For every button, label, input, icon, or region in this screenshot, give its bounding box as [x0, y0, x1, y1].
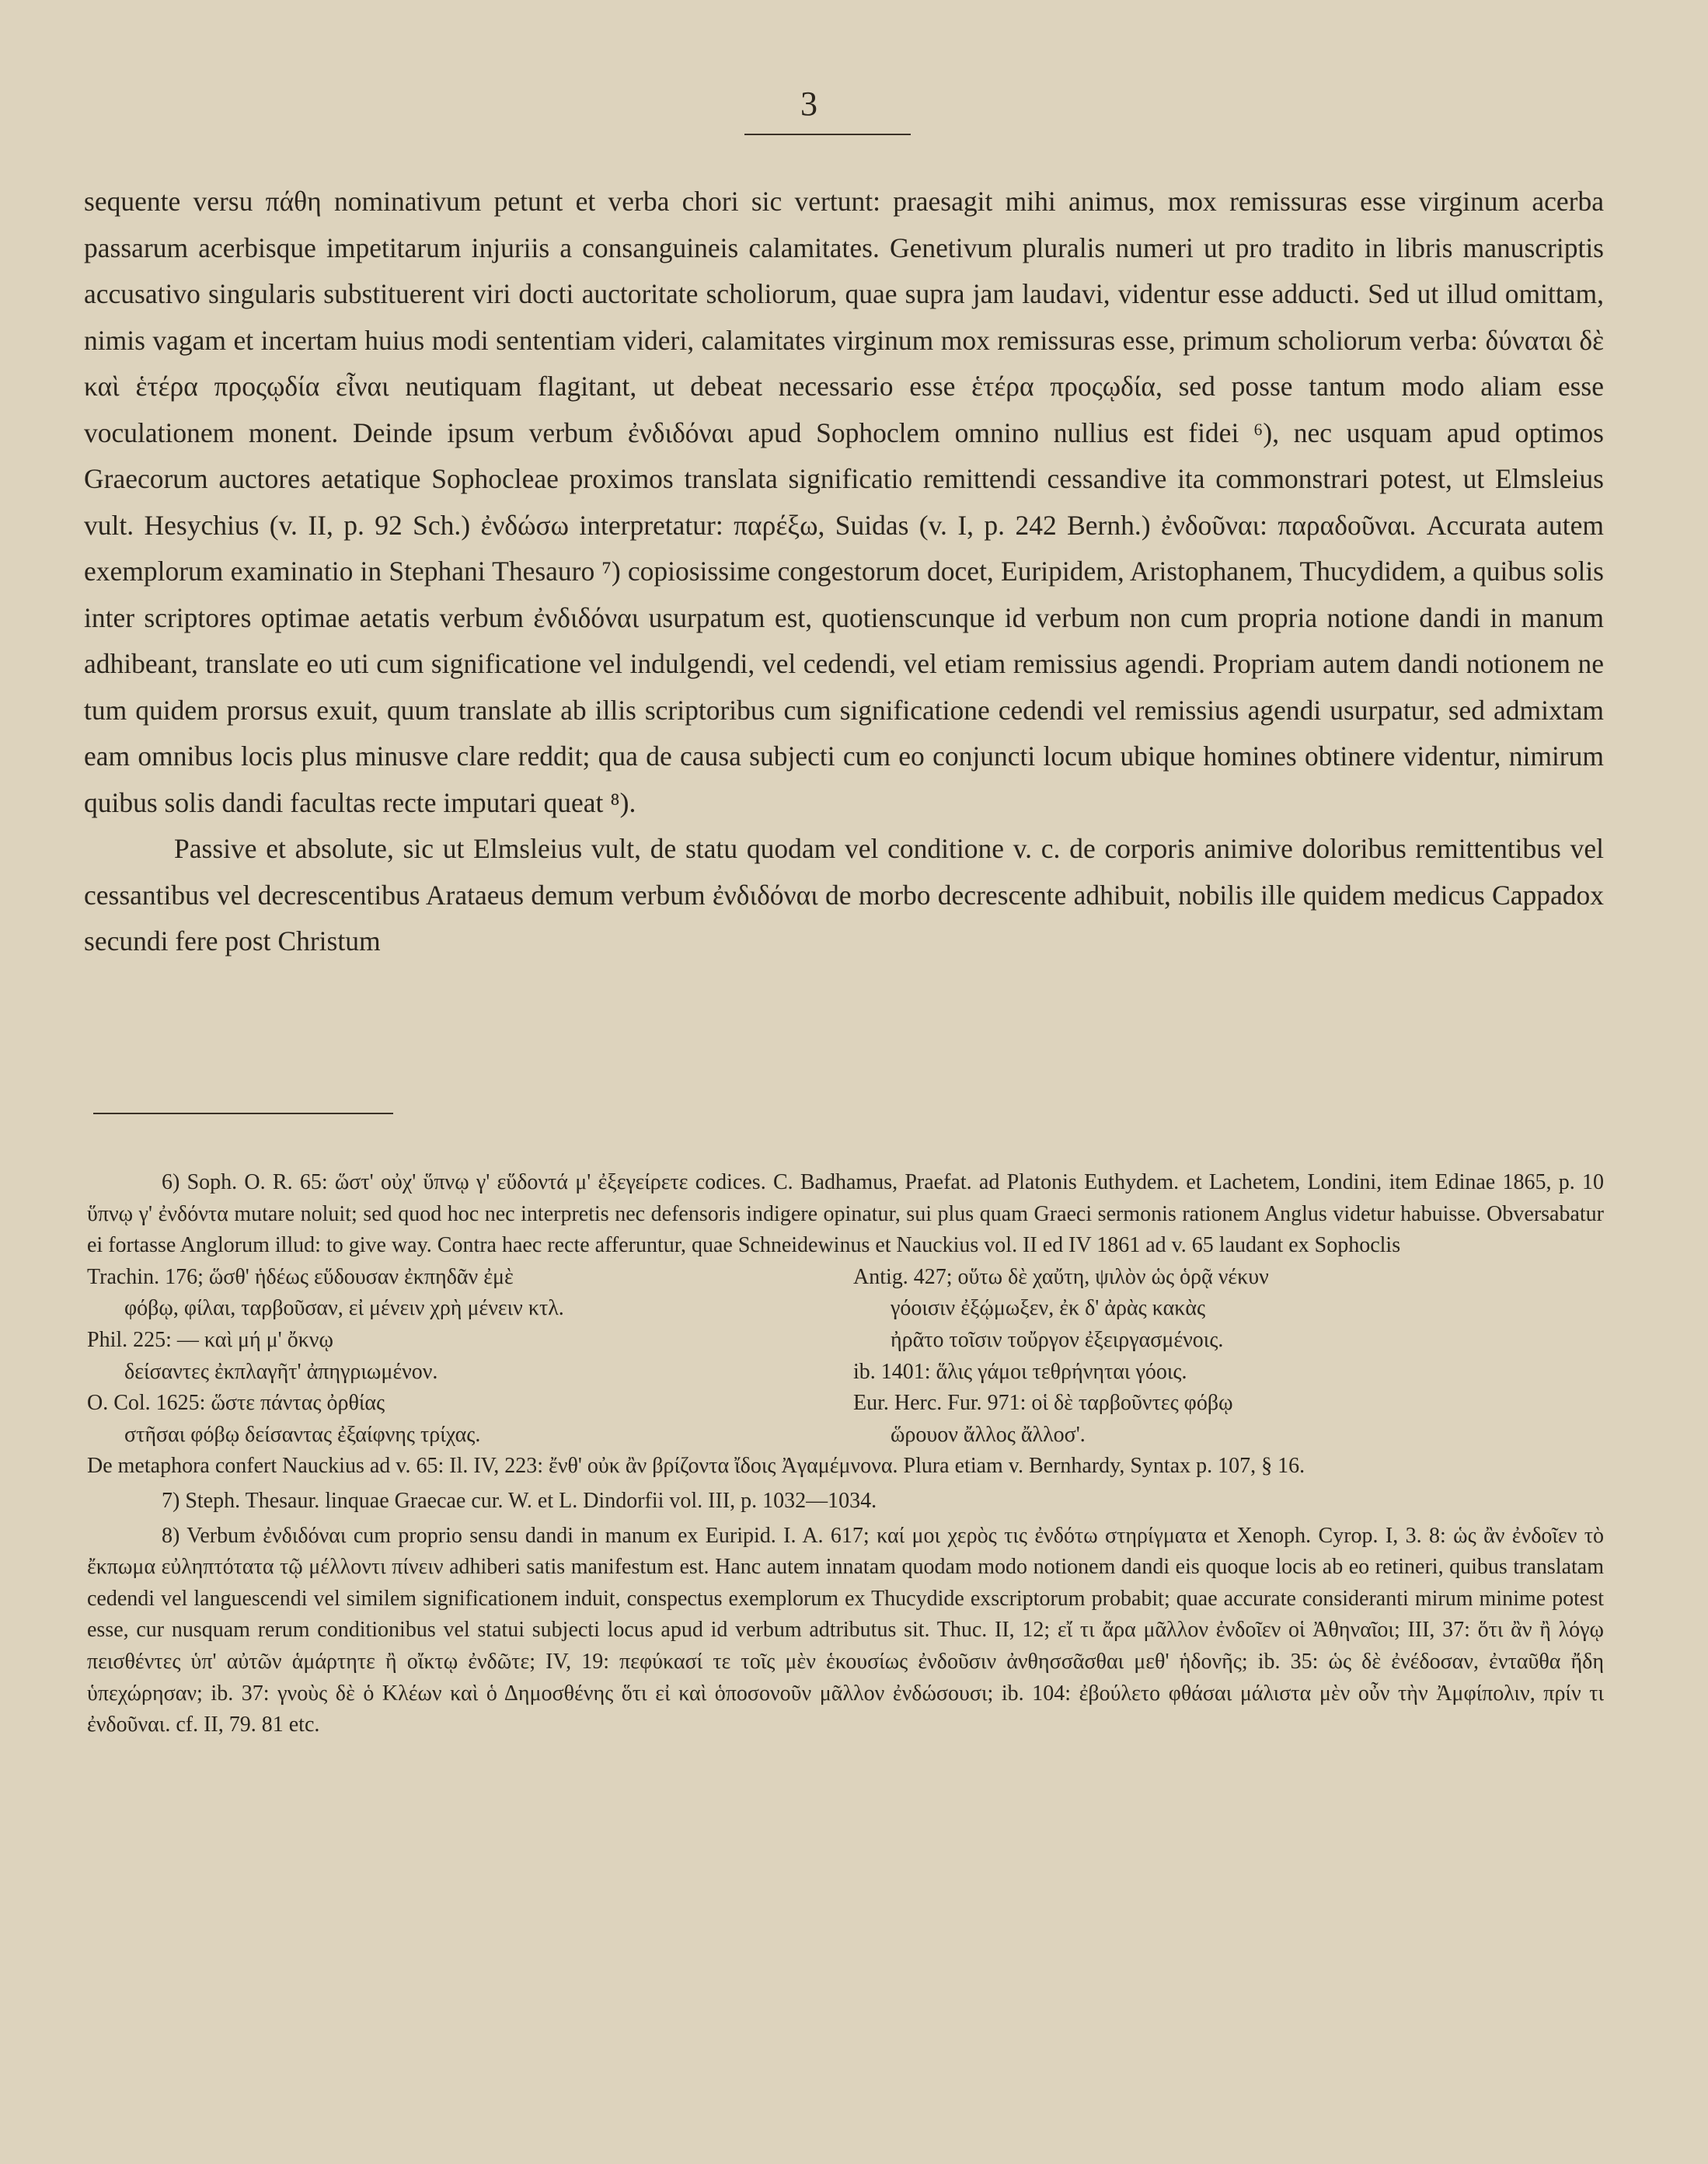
- quotation-line: φόβῳ, φίλαι, ταρβοῦσαν, εἰ μένειν χρὴ μένειν κτλ.: [124, 1296, 564, 1321]
- quotation-line: ib. 1401: ἅλις γάμοι τεθρήνηται γόοις.: [853, 1359, 1187, 1384]
- footnotes: [87, 1167, 1604, 1741]
- quotation-line: Eur. Herc. Fur. 971: οἱ δὲ ταρβοῦντες φόβῳ: [853, 1391, 1233, 1416]
- quotation-line: ὥρουον ἄλλος ἄλλοσ'.: [891, 1422, 1086, 1447]
- footnote-8: 8) Verbum ἐνδιδόναι cum proprio sensu dandi in manum ex Euripid. I. A. 617; καί μοι χερὸς τις ἐνδότω στηρίγματα et Xenoph. Cyrop. I, 3. 8: ὡς ἂν ἐνδοῖεν τὸ ἔκπωμα εὐληπτότατα τῷ μέλλοντι πίνειν adhiberi satis manifestum est. Hanc autem innatam quodam modo notionem dandi eis quoque locis ab eo retineri, quibus translatam cedendi vel languescendi vel similem significationem induit, conspectus exemplorum ex Thucydide exscriptorum probabit; quae accurate consideranti mirum minime potest esse, cur nusquam rerum conditionibus vel statui subjecti locus apud id verbum adtributus sit. Thuc. II, 12; εἴ τι ἄρα μᾶλλον ἐνδοῖεν οἱ Ἀθηναῖοι; III, 37: ὅτι ἂν ἢ λόγῳ πεισθέντες ὑπ' αὐτῶν ἁμάρτητε ἢ οἴκτῳ ἐνδῶτε; IV, 19: πεφύκασί τε τοῖς μὲν ἑκουσίως ἐνδοῦσιν ἀνθησσᾶσθαι μεθ' ἡδονῆς; ib. 35: ὡς δὲ ἐνέδοσαν, ἐνταῦθα ἤδη ὑπεχώρησαν; ib. 37: γνοὺς δὲ ὁ Κλέων καὶ ὁ Δημοσθένης ὅτι εἰ καὶ ὁποσονοῦν μᾶλλον ἐνδώσουσι; ib. 104: ἐβούλετο φθάσαι μάλιστα μὲν οὖν τὴν Ἀμφίπολιν, πρίν τι ἐνδοῦναι. cf. II, 79. 81 etc.: [87, 1523, 1604, 1737]
- quotations-left-column: [87, 1262, 838, 1451]
- page-number: 3: [800, 85, 817, 123]
- quotations-right-column: [838, 1262, 1604, 1451]
- footnote-6-continuation: De metaphora confert Nauckius ad v. 65: Il. IV, 223: ἔνθ' οὐκ ἂν βρίζοντα ἴδοις Ἀγαμέμνονα. Plura etiam v. Bernhardy, Syntax p. 107, § 16.: [87, 1454, 1305, 1479]
- quotation-line: O. Col. 1625: ὥστε πάντας ὀρθίας: [87, 1391, 385, 1416]
- footnote-6-quotations: [87, 1262, 1604, 1451]
- quotation-line: γόοισιν ἐξῴμωξεν, ἐκ δ' ἀρὰς κακὰς: [891, 1296, 1206, 1321]
- header-rule: [744, 134, 911, 135]
- quotation-line: δείσαντες ἐκπλαγῆτ' ἀπηγριωμένον.: [124, 1359, 438, 1384]
- quotation-line: Antig. 427; οὕτω δὲ χαὔτη, ψιλὸν ὡς ὁρᾷ νέκυν: [853, 1264, 1269, 1289]
- footnote-6: 6) Soph. O. R. 65: ὥστ' οὐχ' ὕπνῳ γ' εὕδοντά μ' ἐξεγείρετε codices. C. Badhamus, Praefat. ad Platonis Euthydem. et Lachetem, Londini, item Edinae 1865, p. 10 ὕπνῳ γ' ἐνδόντα mutare noluit; sed quod hoc nec interpretis nec defensoris indigere opinatur, sui plus quam Graeci sermonis rationem Anglus videtur habuisse. Obversabatur ei fortasse Anglorum illud: to give way. Contra haec recte afferuntur, quae Schneidewinus et Nauckius vol. II ed IV 1861 ad v. 65 laudant ex Sophoclis: [87, 1170, 1604, 1258]
- body-paragraph: Passive et absolute, sic ut Elmsleius vult, de statu quodam vel conditione v. c. de corporis animive doloribus remittentibus vel cessantibus vel decrescentibus Arataeus demum verbum ἐνδιδόναι de morbo decrescente adhibuit, nobilis ille quidem medicus Cappadox secundi fere post Christum: [84, 833, 1604, 957]
- footnote-rule: [93, 1113, 393, 1114]
- footnote-7: 7) Steph. Thesaur. linquae Graecae cur. W. et L. Dindorfii vol. III, p. 1032—1034.: [162, 1488, 877, 1513]
- main-text: [84, 179, 1604, 965]
- quotation-line: Phil. 225: — καὶ μή μ' ὄκνῳ: [87, 1327, 333, 1352]
- quotation-line: ἠρᾶτο τοῖσιν τοὔργον ἐξειργασμένοις.: [891, 1327, 1224, 1352]
- body-paragraph: sequente versu πάθη nominativum petunt et verba chori sic vertunt: praesagit mihi animus, mox remissuras esse virginum acerba passarum acerbisque impetitarum injuriis a consanguineis calamitates. Genetivum pluralis numeri ut pro tradito in libris manuscriptis accusativo singularis substituerent viri docti auctoritate scholiorum, quae supra jam laudavi, videntur esse adducti. Sed ut illud omittam, nimis vagam et incertam huius modi sententiam videri, calamitates virginum mox remissuras esse, primum scholiorum verba: δύναται δὲ καὶ ἑτέρα προςῳδία εἶναι neutiquam flagitant, ut debeat necessario esse ἑτέρα προςῳδία, sed posse tantum modo aliam esse voculationem monent. Deinde ipsum verbum ἐνδιδόναι apud Sophoclem omnino nullius est fidei ⁶), nec usquam apud optimos Graecorum auctores aetatique Sophocleae proximos translata significatio remittendi cessandive ita commonstrari potest, ut Elmsleius vult. Hesychius (v. II, p. 92 Sch.) ἐνδώσω interpretatur: παρέξω, Suidas (v. I, p. 242 Bernh.) ἐνδοῦναι: παραδοῦναι. Accurata autem exemplorum examinatio in Stephani Thesauro ⁷) copiosissime congestorum docet, Euripidem, Aristophanem, Thucydidem, a quibus solis inter scriptores optimae aetatis verbum ἐνδιδόναι usurpatum est, quotienscunque id verbum non cum propria notione dandi in manum adhibeant, translate eo uti cum significatione vel indulgendi, vel cedendi, vel etiam remissius agendi. Propriam autem dandi notionem ne tum quidem prorsus exuit, quum translate ab illis scriptoribus cum significatione cedendi vel remissius agendi usurpatur, sed admixtam eam omnibus locis plus minusve clare reddit; qua de causa subjecti cum eo conjuncti locum ubique homines obtinere videntur, nimirum quibus solis dandi facultas recte imputari queat ⁸).: [84, 186, 1604, 818]
- quotation-line: στῆσαι φόβῳ δείσαντας ἐξαίφνης τρίχας.: [124, 1422, 481, 1447]
- quotation-line: Trachin. 176; ὥσθ' ἡδέως εὕδουσαν ἐκπηδᾶν ἐμὲ: [87, 1264, 514, 1289]
